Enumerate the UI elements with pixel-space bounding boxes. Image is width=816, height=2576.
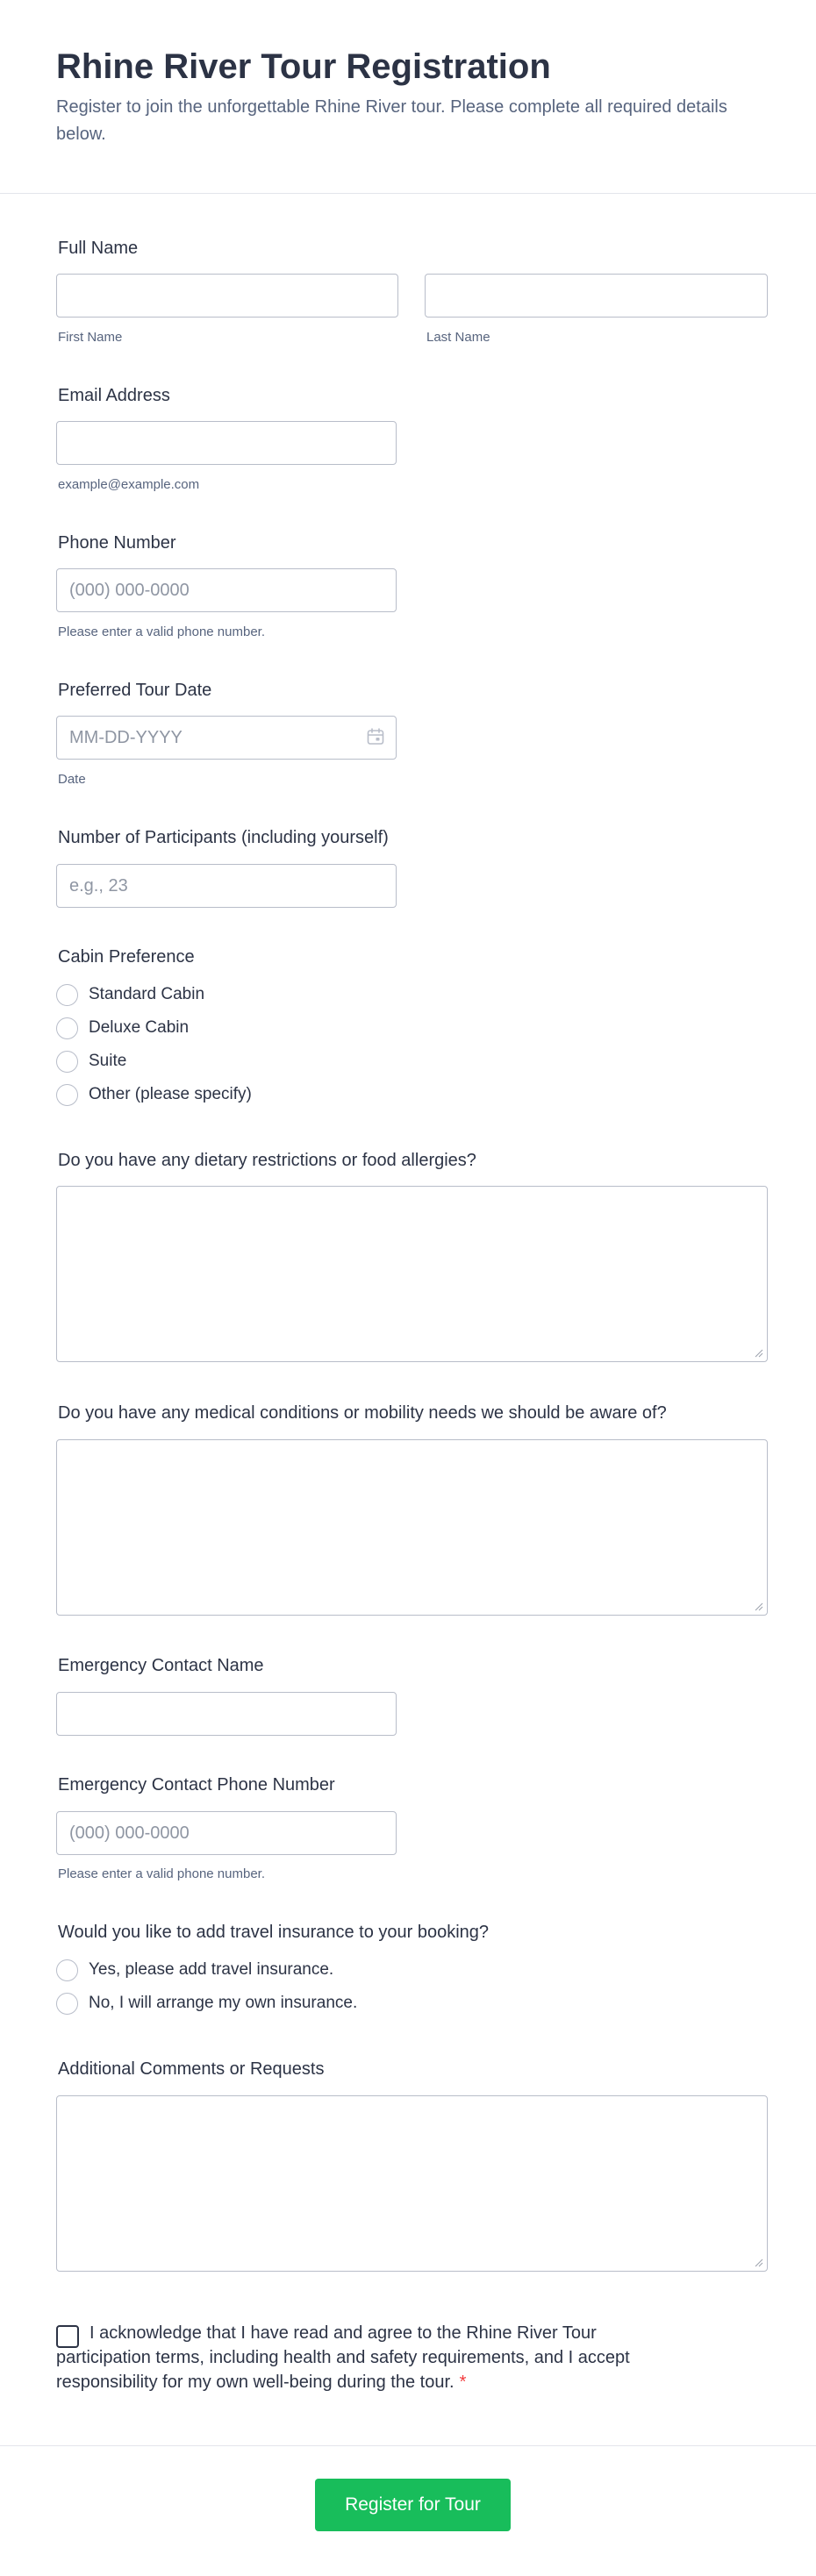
radio-circle[interactable]	[56, 1959, 78, 1981]
tour-date-sublabel: Date	[58, 772, 86, 787]
dietary-label: Do you have any dietary restrictions or food allergies?	[58, 1151, 476, 1170]
resize-handle-icon[interactable]	[755, 2258, 763, 2267]
phone-label: Phone Number	[58, 533, 176, 553]
cabin-option-suite[interactable]	[56, 1049, 126, 1074]
radio-label: Other (please specify)	[89, 1085, 252, 1103]
medical-textarea[interactable]	[56, 1439, 768, 1616]
cabin-label: Cabin Preference	[58, 947, 195, 967]
email-label: Email Address	[58, 386, 170, 405]
insurance-label: Would you like to add travel insurance to your booking?	[58, 1923, 490, 1942]
participants-input[interactable]	[56, 864, 397, 908]
calendar-icon[interactable]	[366, 727, 385, 746]
form-header	[0, 0, 816, 194]
cabin-option-other[interactable]	[56, 1082, 252, 1107]
comments-textarea[interactable]	[56, 2095, 768, 2272]
resize-handle-icon[interactable]	[755, 1602, 763, 1611]
emergency-phone-input[interactable]	[56, 1811, 397, 1855]
radio-label: Suite	[89, 1052, 127, 1070]
cabin-option-standard[interactable]	[56, 982, 204, 1007]
full-name-label: Full Name	[58, 239, 139, 258]
emergency-name-input[interactable]	[56, 1692, 397, 1736]
insurance-option-yes[interactable]	[56, 1958, 333, 1982]
emergency-name-label: Emergency Contact Name	[58, 1656, 264, 1675]
last-name-sublabel: Last Name	[426, 330, 490, 345]
radio-label: Standard Cabin	[89, 985, 205, 1003]
radio-circle[interactable]	[56, 1993, 78, 2015]
insurance-option-no[interactable]	[56, 1991, 357, 2016]
phone-sublabel: Please enter a valid phone number.	[58, 624, 265, 639]
register-button[interactable]: Register for Tour	[315, 2479, 511, 2531]
required-mark: *	[459, 2373, 467, 2392]
acknowledge-text	[56, 2321, 688, 2394]
email-input[interactable]	[56, 421, 397, 465]
page-subtitle: Register to join the unforgettable Rhine River tour. Please complete all required details below.	[56, 97, 727, 144]
last-name-input[interactable]	[425, 274, 768, 318]
comments-label: Additional Comments or Requests	[58, 2059, 325, 2079]
participants-label: Number of Participants (including yourself)	[58, 828, 389, 847]
medical-label: Do you have any medical conditions or mobility needs we should be aware of?	[58, 1403, 667, 1423]
page-title: Rhine River Tour Registration	[56, 47, 551, 86]
email-sublabel: example@example.com	[58, 477, 200, 492]
phone-input[interactable]	[56, 568, 397, 612]
first-name-input[interactable]	[56, 274, 398, 318]
tour-date-label: Preferred Tour Date	[58, 681, 212, 700]
emergency-phone-sublabel: Please enter a valid phone number.	[58, 1866, 265, 1881]
radio-label: Deluxe Cabin	[89, 1018, 190, 1037]
radio-label: No, I will arrange my own insurance.	[89, 1994, 358, 2012]
acknowledge-label: I acknowledge that I have read and agree to the Rhine River Tour participation terms, including health and safety requirements, and I accept responsibility for my own well-being during the tour.	[56, 2323, 630, 2392]
radio-circle[interactable]	[56, 1017, 78, 1039]
tour-date-input[interactable]	[56, 716, 397, 760]
radio-label: Yes, please add travel insurance.	[89, 1960, 334, 1979]
cabin-option-deluxe[interactable]	[56, 1016, 189, 1040]
footer-divider	[0, 2445, 816, 2446]
radio-circle[interactable]	[56, 1051, 78, 1073]
radio-circle[interactable]	[56, 1084, 78, 1106]
dietary-textarea[interactable]	[56, 1186, 768, 1362]
first-name-sublabel: First Name	[58, 330, 123, 345]
radio-circle[interactable]	[56, 984, 78, 1006]
resize-handle-icon[interactable]	[755, 1349, 763, 1358]
emergency-phone-label: Emergency Contact Phone Number	[58, 1775, 335, 1795]
